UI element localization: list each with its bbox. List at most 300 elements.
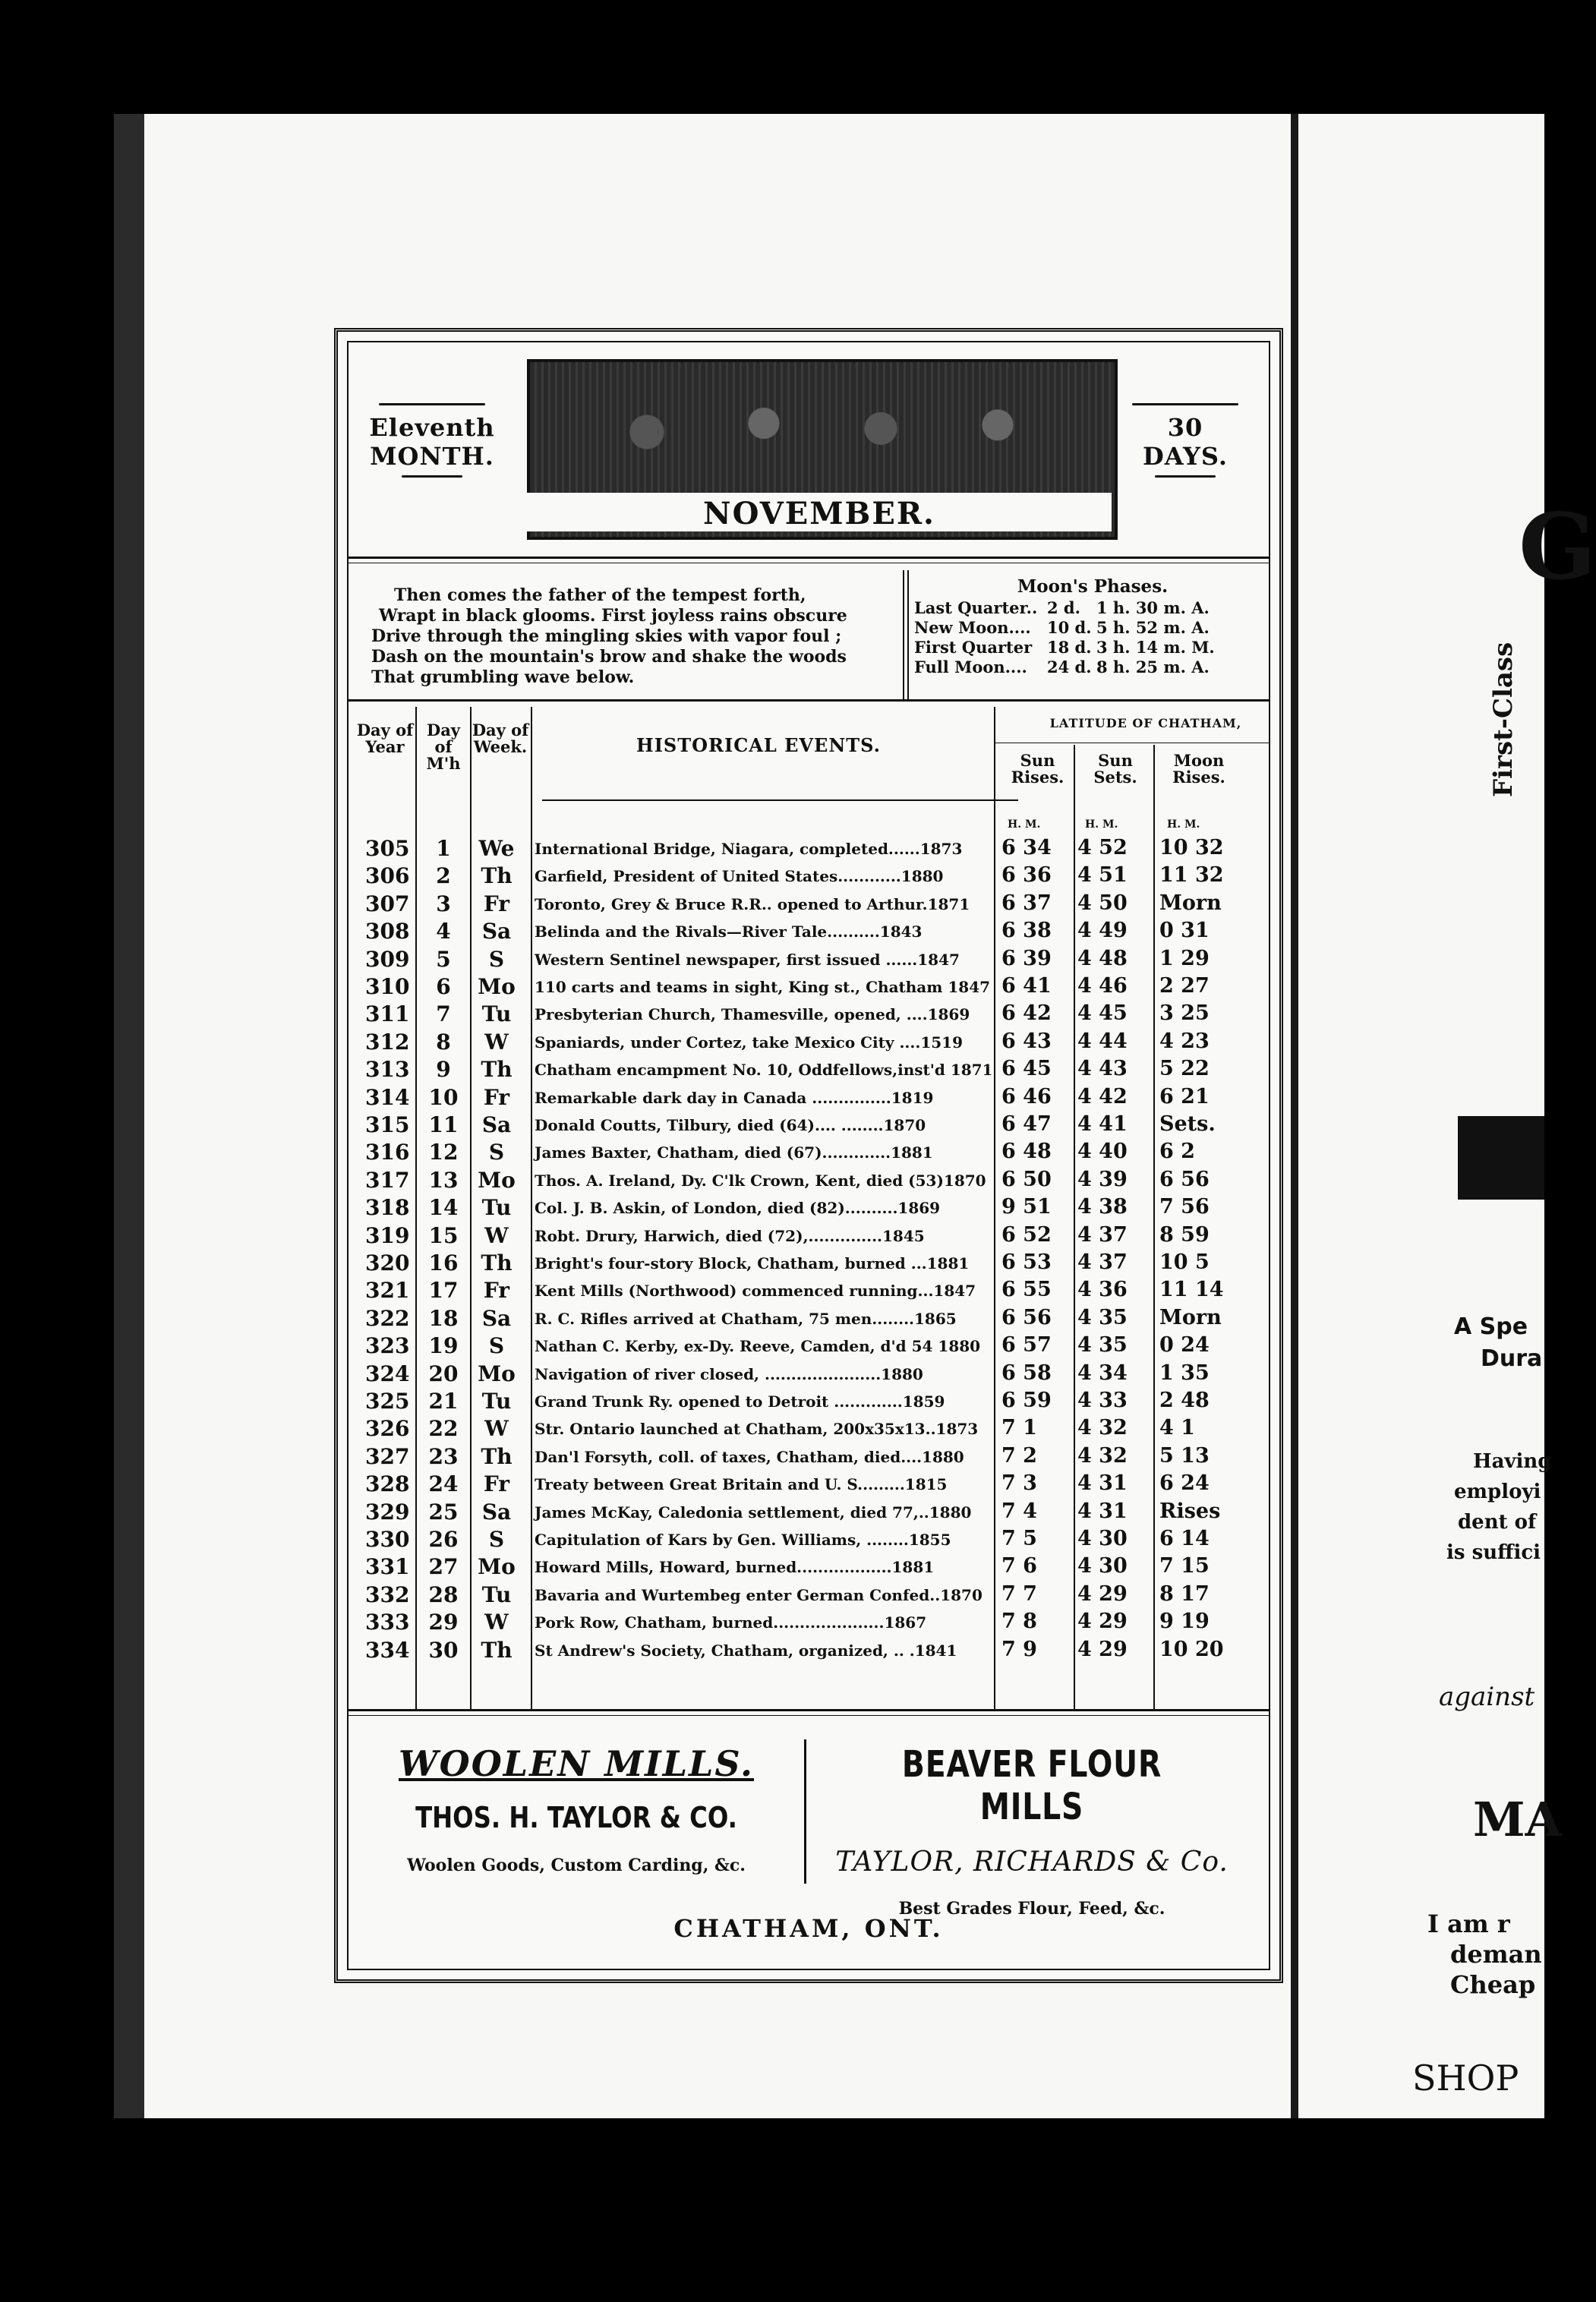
calendar-row: [349, 1610, 1269, 1637]
sun-sets: 4 36: [1077, 1278, 1128, 1302]
calendar-row: [349, 1250, 1269, 1278]
col-head-sun-sets: Sun Sets.: [1093, 751, 1137, 787]
header-left-label: [356, 396, 508, 482]
moon-rises: 2 48: [1159, 1389, 1210, 1412]
moon-phase-row: [914, 657, 1271, 677]
right-page-shop: SHOP: [1412, 2058, 1519, 2099]
historical-event: Col. J. B. Askin, of London, died (82)..........1869: [535, 1199, 941, 1218]
historical-event: 110 carts and teams in sight, King st., Chatham 1847: [535, 978, 991, 996]
col-head-events: HISTORICAL EVENTS.: [636, 734, 881, 756]
events-underline: [542, 799, 1018, 801]
day-of-year: 323: [365, 1333, 410, 1359]
city-label: CHATHAM, ONT.: [673, 1914, 944, 1943]
sun-sets: 4 30: [1077, 1554, 1128, 1578]
day-of-year: 325: [365, 1389, 410, 1414]
day-of-month: 19: [428, 1333, 459, 1359]
historical-event: Pork Row, Chatham, burned.....................1867: [535, 1613, 927, 1632]
phase-time: 1 h. 30 m. A.: [1096, 598, 1210, 617]
eleventh-label: Eleventh: [369, 413, 495, 442]
day-of-week: Tu: [481, 1389, 512, 1414]
day-of-year: 326: [365, 1416, 410, 1442]
moon-phase-row: [914, 638, 1271, 657]
day-of-year: 308: [365, 919, 410, 944]
historical-event: Spaniards, under Cortez, take Mexico City ....1519: [535, 1033, 963, 1052]
poem-line: Drive through the mingling skies with vapor foul ;: [371, 626, 842, 646]
day-of-month: 28: [428, 1581, 459, 1607]
day-of-month: 30: [428, 1637, 459, 1663]
day-of-year: 333: [365, 1610, 410, 1635]
moon-rises: 1 35: [1159, 1361, 1210, 1385]
sun-rises: 7 2: [1001, 1443, 1037, 1468]
calendar-row: [349, 1140, 1269, 1167]
sun-rises: 6 52: [1001, 1222, 1052, 1247]
day-of-year: 309: [365, 946, 410, 972]
day-of-month: 2: [436, 863, 451, 889]
calendar-row: [349, 1361, 1269, 1389]
historical-event: Bright's four-story Block, Chatham, burned ...1881: [535, 1254, 970, 1272]
day-of-year: 314: [365, 1084, 410, 1110]
day-of-week: Th: [481, 1057, 513, 1083]
day-of-month: 10: [428, 1084, 459, 1110]
sun-sets: 4 29: [1077, 1581, 1128, 1606]
calendar-row: [349, 974, 1269, 1001]
historical-event: Robt. Drury, Harwich, died (72),..............1845: [535, 1226, 925, 1245]
day-of-month: 18: [428, 1305, 459, 1331]
day-of-year: 306: [365, 863, 410, 889]
moon-rises: 0 31: [1159, 919, 1210, 943]
latitude-heading: LATITUDE OF CHATHAM,: [1049, 716, 1242, 730]
moon-rises: 6 14: [1159, 1527, 1210, 1550]
day-of-month: 22: [428, 1416, 459, 1442]
moon-rises: 1 29: [1159, 946, 1210, 970]
calendar-row: [349, 1471, 1269, 1499]
phase-time: 8 h. 25 m. A.: [1096, 657, 1210, 676]
day-of-month: 27: [428, 1554, 459, 1580]
calendar-row: [349, 1582, 1269, 1610]
day-of-week: Th: [481, 863, 513, 889]
right-page-cheap: Cheap: [1450, 1970, 1536, 1999]
header-right-label: [1109, 396, 1261, 482]
sun-sets: 4 40: [1077, 1140, 1128, 1164]
right-page-against: against: [1439, 1682, 1535, 1712]
sun-rises: 9 51: [1001, 1195, 1052, 1219]
historical-event: Presbyterian Church, Thamesville, opened, ....1869: [535, 1005, 970, 1024]
sun-rises: 6 59: [1001, 1389, 1052, 1412]
sun-sets: 4 29: [1077, 1637, 1128, 1661]
day-of-month: 16: [428, 1250, 459, 1276]
historical-event: Treaty between Great Britain and U. S.........1815: [535, 1475, 948, 1494]
historical-event: Toronto, Grey & Bruce R.R.. opened to Arthur.1871: [535, 894, 970, 913]
woolen-mills-title: WOOLEN MILLS.: [399, 1743, 754, 1784]
calendar-row: [349, 1001, 1269, 1029]
ad-separator: [804, 1739, 806, 1884]
calendar-row: [349, 1195, 1269, 1222]
days-label: DAYS.: [1143, 442, 1228, 471]
sun-rises: 6 57: [1001, 1333, 1052, 1358]
moon-rises: 7 15: [1159, 1554, 1210, 1578]
historical-event: Grand Trunk Ry. opened to Detroit .............1859: [535, 1392, 945, 1411]
day-of-month: 8: [436, 1029, 451, 1055]
historical-event: Dan'l Forsyth, coll. of taxes, Chatham, died....1880: [535, 1447, 964, 1466]
col-head-day-of-month: Day of M'h: [426, 721, 461, 773]
day-of-month: 4: [436, 919, 451, 944]
day-of-month: 20: [428, 1361, 459, 1386]
calendar-row: [349, 1499, 1269, 1527]
day-of-month: 6: [436, 974, 451, 999]
day-of-year: 319: [365, 1222, 410, 1248]
sun-sets: 4 37: [1077, 1222, 1128, 1247]
day-of-week: Th: [481, 1637, 513, 1663]
calendar-inner-border: [347, 341, 1270, 1970]
day-of-week: W: [484, 1610, 509, 1635]
historical-event: Nathan C. Kerby, ex-Dy. Reeve, Camden, d'd 54 1880: [535, 1337, 981, 1356]
taylor-richards-name: TAYLOR, RICHARDS & Co.: [835, 1846, 1229, 1878]
sun-sets: 4 31: [1077, 1471, 1128, 1496]
right-page-dent: dent of: [1458, 1511, 1537, 1534]
day-of-week: W: [484, 1222, 509, 1248]
sun-rises: 6 45: [1001, 1057, 1052, 1081]
day-of-week: Sa: [481, 1305, 512, 1331]
day-of-week: Mo: [478, 1554, 516, 1580]
poem-line: Dash on the mountain's brow and shake the woods: [371, 647, 847, 667]
sun-sets: 4 46: [1077, 974, 1128, 998]
historical-event: James Baxter, Chatham, died (67).............1881: [535, 1143, 933, 1162]
day-of-month: 12: [428, 1140, 459, 1165]
sun-rises: 6 41: [1001, 974, 1052, 998]
calendar-row: [349, 1278, 1269, 1305]
calendar-row: [349, 1306, 1269, 1333]
sun-rises: 7 8: [1001, 1610, 1037, 1634]
right-page-fragment: [1291, 114, 1596, 2118]
phase-day: 24 d.: [1047, 657, 1092, 676]
day-of-year: 320: [365, 1250, 410, 1276]
moon-rises: 7 56: [1159, 1195, 1210, 1219]
day-of-week: Fr: [483, 1471, 510, 1497]
phase-day: 2 d.: [1047, 598, 1080, 617]
moon-rises: Sets.: [1159, 1112, 1216, 1136]
moon-rises: 3 25: [1159, 1001, 1210, 1026]
right-page-dura: Dura: [1481, 1345, 1543, 1372]
sun-sets: 4 30: [1077, 1527, 1128, 1550]
sun-sets: 4 34: [1077, 1361, 1128, 1385]
moon-phase-row: [914, 598, 1271, 618]
calendar-row: [349, 1030, 1269, 1057]
historical-event: Navigation of river closed, ......................1880: [535, 1364, 923, 1383]
day-of-week: Tu: [481, 1001, 512, 1027]
table-bottom-rule: [349, 1709, 1269, 1711]
day-of-year: 322: [365, 1305, 410, 1331]
sun-rises: 7 3: [1001, 1471, 1037, 1496]
day-of-month: 9: [436, 1057, 451, 1083]
day-of-week: Mo: [478, 1361, 516, 1386]
moon-rises: 8 17: [1159, 1581, 1210, 1606]
sun-sets: 4 48: [1077, 946, 1128, 970]
ornament-line: [1155, 475, 1216, 478]
sun-sets: 4 35: [1077, 1305, 1128, 1329]
day-of-year: 331: [365, 1554, 410, 1580]
sun-rises: 6 38: [1001, 919, 1052, 943]
day-of-week: S: [488, 946, 505, 972]
day-of-week: Sa: [481, 1112, 512, 1137]
sun-sets: 4 50: [1077, 891, 1128, 915]
day-of-week: W: [484, 1029, 509, 1055]
phase-name: Last Quarter..: [914, 598, 1038, 617]
historical-event: Capitulation of Kars by Gen. Williams, ........1855: [535, 1531, 951, 1549]
moon-phases: [914, 576, 1271, 677]
sun-rises: 6 53: [1001, 1250, 1052, 1274]
sun-rises: 6 34: [1001, 836, 1052, 859]
sun-rises: 6 56: [1001, 1305, 1052, 1329]
poem: [371, 585, 903, 688]
day-of-month: 24: [428, 1471, 459, 1497]
calendar-row: [349, 1057, 1269, 1084]
sun-sets: 4 41: [1077, 1112, 1128, 1136]
ornament-line: [1132, 403, 1238, 405]
day-of-week: We: [478, 836, 515, 861]
col-head-day-of-week: Day of Week.: [472, 721, 529, 756]
moon-rises: 8 59: [1159, 1222, 1210, 1247]
right-page-suffic: is suffici: [1446, 1541, 1541, 1564]
phase-day: 10 d.: [1047, 618, 1092, 637]
historical-event: Western Sentinel newspaper, first issued ......1847: [535, 950, 960, 969]
sun-rises: 7 1: [1001, 1416, 1037, 1440]
table-top-rule: [349, 699, 1269, 702]
woolen-goods-text: Woolen Goods, Custom Carding, &c.: [407, 1856, 746, 1875]
moon-rises: 5 13: [1159, 1443, 1210, 1468]
day-of-year: 327: [365, 1443, 410, 1469]
month-label: MONTH.: [370, 442, 494, 471]
sun-rises: 6 48: [1001, 1140, 1052, 1164]
sun-sets: 4 52: [1077, 836, 1128, 859]
historical-event: Kent Mills (Northwood) commenced running...1847: [535, 1282, 976, 1301]
day-of-month: 11: [428, 1112, 459, 1137]
historical-event: International Bridge, Niagara, completed......1873: [535, 840, 963, 858]
day-of-month: 25: [428, 1499, 459, 1525]
historical-event: Belinda and the Rivals—River Tale..........1843: [535, 922, 923, 941]
day-of-week: Sa: [481, 919, 512, 944]
day-of-year: 311: [365, 1001, 410, 1027]
right-page-i-am: I am r: [1427, 1909, 1510, 1938]
days-count: 30: [1167, 413, 1203, 442]
calendar-row: [349, 1416, 1269, 1443]
day-of-month: 15: [428, 1222, 459, 1248]
calendar-row: [349, 1168, 1269, 1195]
right-page-deman: deman: [1450, 1940, 1542, 1969]
day-of-year: 324: [365, 1361, 410, 1386]
day-of-week: Th: [481, 1443, 513, 1469]
phase-time: 5 h. 52 m. A.: [1096, 618, 1210, 637]
sun-rises: 6 58: [1001, 1361, 1052, 1385]
day-of-week: Mo: [478, 1167, 516, 1193]
moon-rises: 11 14: [1159, 1278, 1224, 1302]
moon-rises: 10 20: [1159, 1637, 1224, 1661]
day-of-year: 318: [365, 1195, 410, 1221]
moon-rises: 6 24: [1159, 1471, 1210, 1496]
day-of-month: 29: [428, 1610, 459, 1635]
moon-rises: 11 32: [1159, 863, 1224, 888]
moon-rises: Morn: [1159, 891, 1222, 915]
historical-event: Remarkable dark day in Canada ...............1819: [535, 1088, 934, 1107]
sun-sets: 4 35: [1077, 1333, 1128, 1358]
calendar-row: [349, 1333, 1269, 1361]
day-of-week: Th: [481, 1250, 513, 1276]
flour-feed-text: Best Grades Flour, Feed, &c.: [898, 1899, 1165, 1919]
day-of-week: Fr: [483, 1084, 510, 1110]
sun-sets: 4 45: [1077, 1001, 1128, 1026]
poem-line: Wrapt in black glooms. First joyless rains obscure: [379, 606, 847, 626]
sun-sets: 4 31: [1077, 1499, 1128, 1523]
moon-phases-title: Moon's Phases.: [1017, 576, 1169, 597]
phase-name: First Quarter: [914, 638, 1033, 657]
historical-event: Howard Mills, Howard, burned..................1881: [535, 1558, 935, 1577]
right-page-g: G: [1519, 494, 1596, 601]
calendar-row: [349, 836, 1269, 863]
day-of-month: 17: [428, 1278, 459, 1304]
day-of-year: 328: [365, 1471, 410, 1497]
moon-rises: 6 56: [1159, 1167, 1210, 1191]
day-of-month: 13: [428, 1167, 459, 1193]
moon-rises: 0 24: [1159, 1333, 1210, 1358]
day-of-week: Tu: [481, 1195, 512, 1221]
calendar-row: [349, 947, 1269, 974]
calendar-row: [349, 863, 1269, 891]
calendar-row: [349, 1112, 1269, 1140]
taylor-company-name: THOS. H. TAYLOR & CO.: [415, 1801, 737, 1834]
sun-rises: 6 39: [1001, 946, 1052, 970]
day-of-week: Mo: [478, 974, 516, 999]
day-of-year: 317: [365, 1167, 410, 1193]
moon-rises: 2 27: [1159, 974, 1210, 998]
day-of-month: 14: [428, 1195, 459, 1221]
phase-name: Full Moon....: [914, 657, 1027, 676]
day-of-year: 305: [365, 836, 410, 861]
book-spine-edge: [114, 114, 144, 2118]
hm-label: H. M.: [1167, 818, 1200, 831]
calendar-row: [349, 919, 1269, 946]
sun-rises: 6 43: [1001, 1029, 1052, 1053]
sun-rises: 6 55: [1001, 1278, 1052, 1302]
sun-rises: 6 46: [1001, 1084, 1052, 1108]
day-of-week: Sa: [481, 1499, 512, 1525]
col-head-sun-rises: Sun Rises.: [1011, 751, 1065, 787]
historical-event: Thos. A. Ireland, Dy. C'lk Crown, Kent, died (53)1870: [535, 1171, 986, 1190]
sun-rises: 6 47: [1001, 1112, 1052, 1136]
calendar-row: [349, 1444, 1269, 1471]
sun-rises: 6 42: [1001, 1001, 1052, 1026]
sun-sets: 4 42: [1077, 1084, 1128, 1108]
sun-sets: 4 37: [1077, 1250, 1128, 1274]
day-of-month: 7: [436, 1001, 451, 1027]
sun-sets: 4 38: [1077, 1195, 1128, 1219]
day-of-month: 21: [428, 1389, 459, 1414]
right-page-ma: MA: [1473, 1792, 1562, 1847]
sun-sets: 4 32: [1077, 1416, 1128, 1440]
calendar-row: [349, 1085, 1269, 1112]
historical-event: St Andrew's Society, Chatham, organized, .. .1841: [535, 1641, 957, 1660]
sun-rises: 6 50: [1001, 1167, 1052, 1191]
moon-phase-row: [914, 618, 1271, 638]
moon-rises: 10 32: [1159, 836, 1224, 859]
moon-rises: 5 22: [1159, 1057, 1210, 1081]
woolen-mills-ad: [364, 1743, 789, 1875]
hm-label: H. M.: [1085, 818, 1118, 831]
poem-separator: [903, 570, 909, 699]
calendar-row: [349, 1638, 1269, 1665]
poem-line: That grumbling wave below.: [371, 667, 635, 687]
day-of-year: 330: [365, 1527, 410, 1552]
sun-sets: 4 44: [1077, 1029, 1128, 1053]
sun-sets: 4 51: [1077, 863, 1128, 888]
day-of-week: S: [488, 1333, 505, 1359]
sun-sets: 4 43: [1077, 1057, 1128, 1081]
ornament-line: [402, 475, 462, 478]
sun-sets: 4 39: [1077, 1167, 1128, 1191]
beaver-flour-title: BEAVER FLOUR MILLS: [901, 1743, 1162, 1828]
calendar-row: [349, 1223, 1269, 1250]
phase-day: 18 d.: [1047, 638, 1092, 657]
poem-line: Then comes the father of the tempest forth,: [394, 585, 806, 605]
calendar-row: [349, 1554, 1269, 1581]
day-of-year: 334: [365, 1637, 410, 1663]
sun-sets: 4 29: [1077, 1610, 1128, 1634]
day-of-year: 313: [365, 1057, 410, 1083]
november-calendar: [334, 328, 1283, 1983]
sun-rises: 7 6: [1001, 1554, 1037, 1578]
sun-rises: 7 9: [1001, 1637, 1037, 1661]
col-head-day-of-year: Day of Year: [356, 721, 414, 756]
day-of-year: 321: [365, 1278, 410, 1304]
sun-rises: 7 7: [1001, 1581, 1037, 1606]
ornament-line: [379, 403, 485, 405]
right-page-having: Having: [1473, 1450, 1552, 1473]
historical-event: R. C. Rifles arrived at Chatham, 75 men........1865: [535, 1309, 957, 1328]
right-page-employ: employi: [1454, 1481, 1541, 1503]
day-of-month: 5: [436, 946, 451, 972]
right-page-ornament: [1458, 1116, 1544, 1200]
moon-rises: Rises: [1159, 1499, 1221, 1523]
sun-rises: 7 5: [1001, 1527, 1037, 1550]
day-of-month: 3: [436, 891, 451, 916]
day-of-month: 26: [428, 1527, 459, 1552]
phase-time: 3 h. 14 m. M.: [1096, 638, 1215, 657]
day-of-week: S: [488, 1140, 505, 1165]
historical-event: Chatham encampment No. 10, Oddfellows,inst'd 1871: [535, 1061, 993, 1080]
sun-rises: 6 36: [1001, 863, 1052, 888]
moon-rises: 10 5: [1159, 1250, 1210, 1274]
historical-event: Donald Coutts, Tilbury, died (64).... ........1870: [535, 1116, 926, 1134]
day-of-year: 316: [365, 1140, 410, 1165]
day-of-week: Fr: [483, 891, 510, 916]
table-bottom-rule-thin: [349, 1715, 1269, 1716]
beaver-flour-ad: [819, 1743, 1244, 1919]
day-of-month: 1: [436, 836, 451, 861]
day-of-week: Fr: [483, 1278, 510, 1304]
moon-rises: Morn: [1159, 1305, 1222, 1329]
calendar-row: [349, 891, 1269, 919]
day-of-week: S: [488, 1527, 505, 1552]
hm-label: H. M.: [1008, 818, 1041, 831]
historical-event: Bavaria and Wurtembeg enter German Confed..1870: [535, 1585, 983, 1604]
sun-rises: 6 37: [1001, 891, 1052, 915]
historical-event: Str. Ontario launched at Chatham, 200x35x13..1873: [535, 1420, 979, 1439]
moon-rises: 6 21: [1159, 1084, 1210, 1108]
day-of-week: W: [484, 1416, 509, 1442]
calendar-row: [349, 1527, 1269, 1554]
sun-sets: 4 33: [1077, 1389, 1128, 1412]
day-of-year: 312: [365, 1029, 410, 1055]
header-rule: [349, 557, 1269, 559]
historical-event: Garfield, President of United States............1880: [535, 867, 944, 886]
